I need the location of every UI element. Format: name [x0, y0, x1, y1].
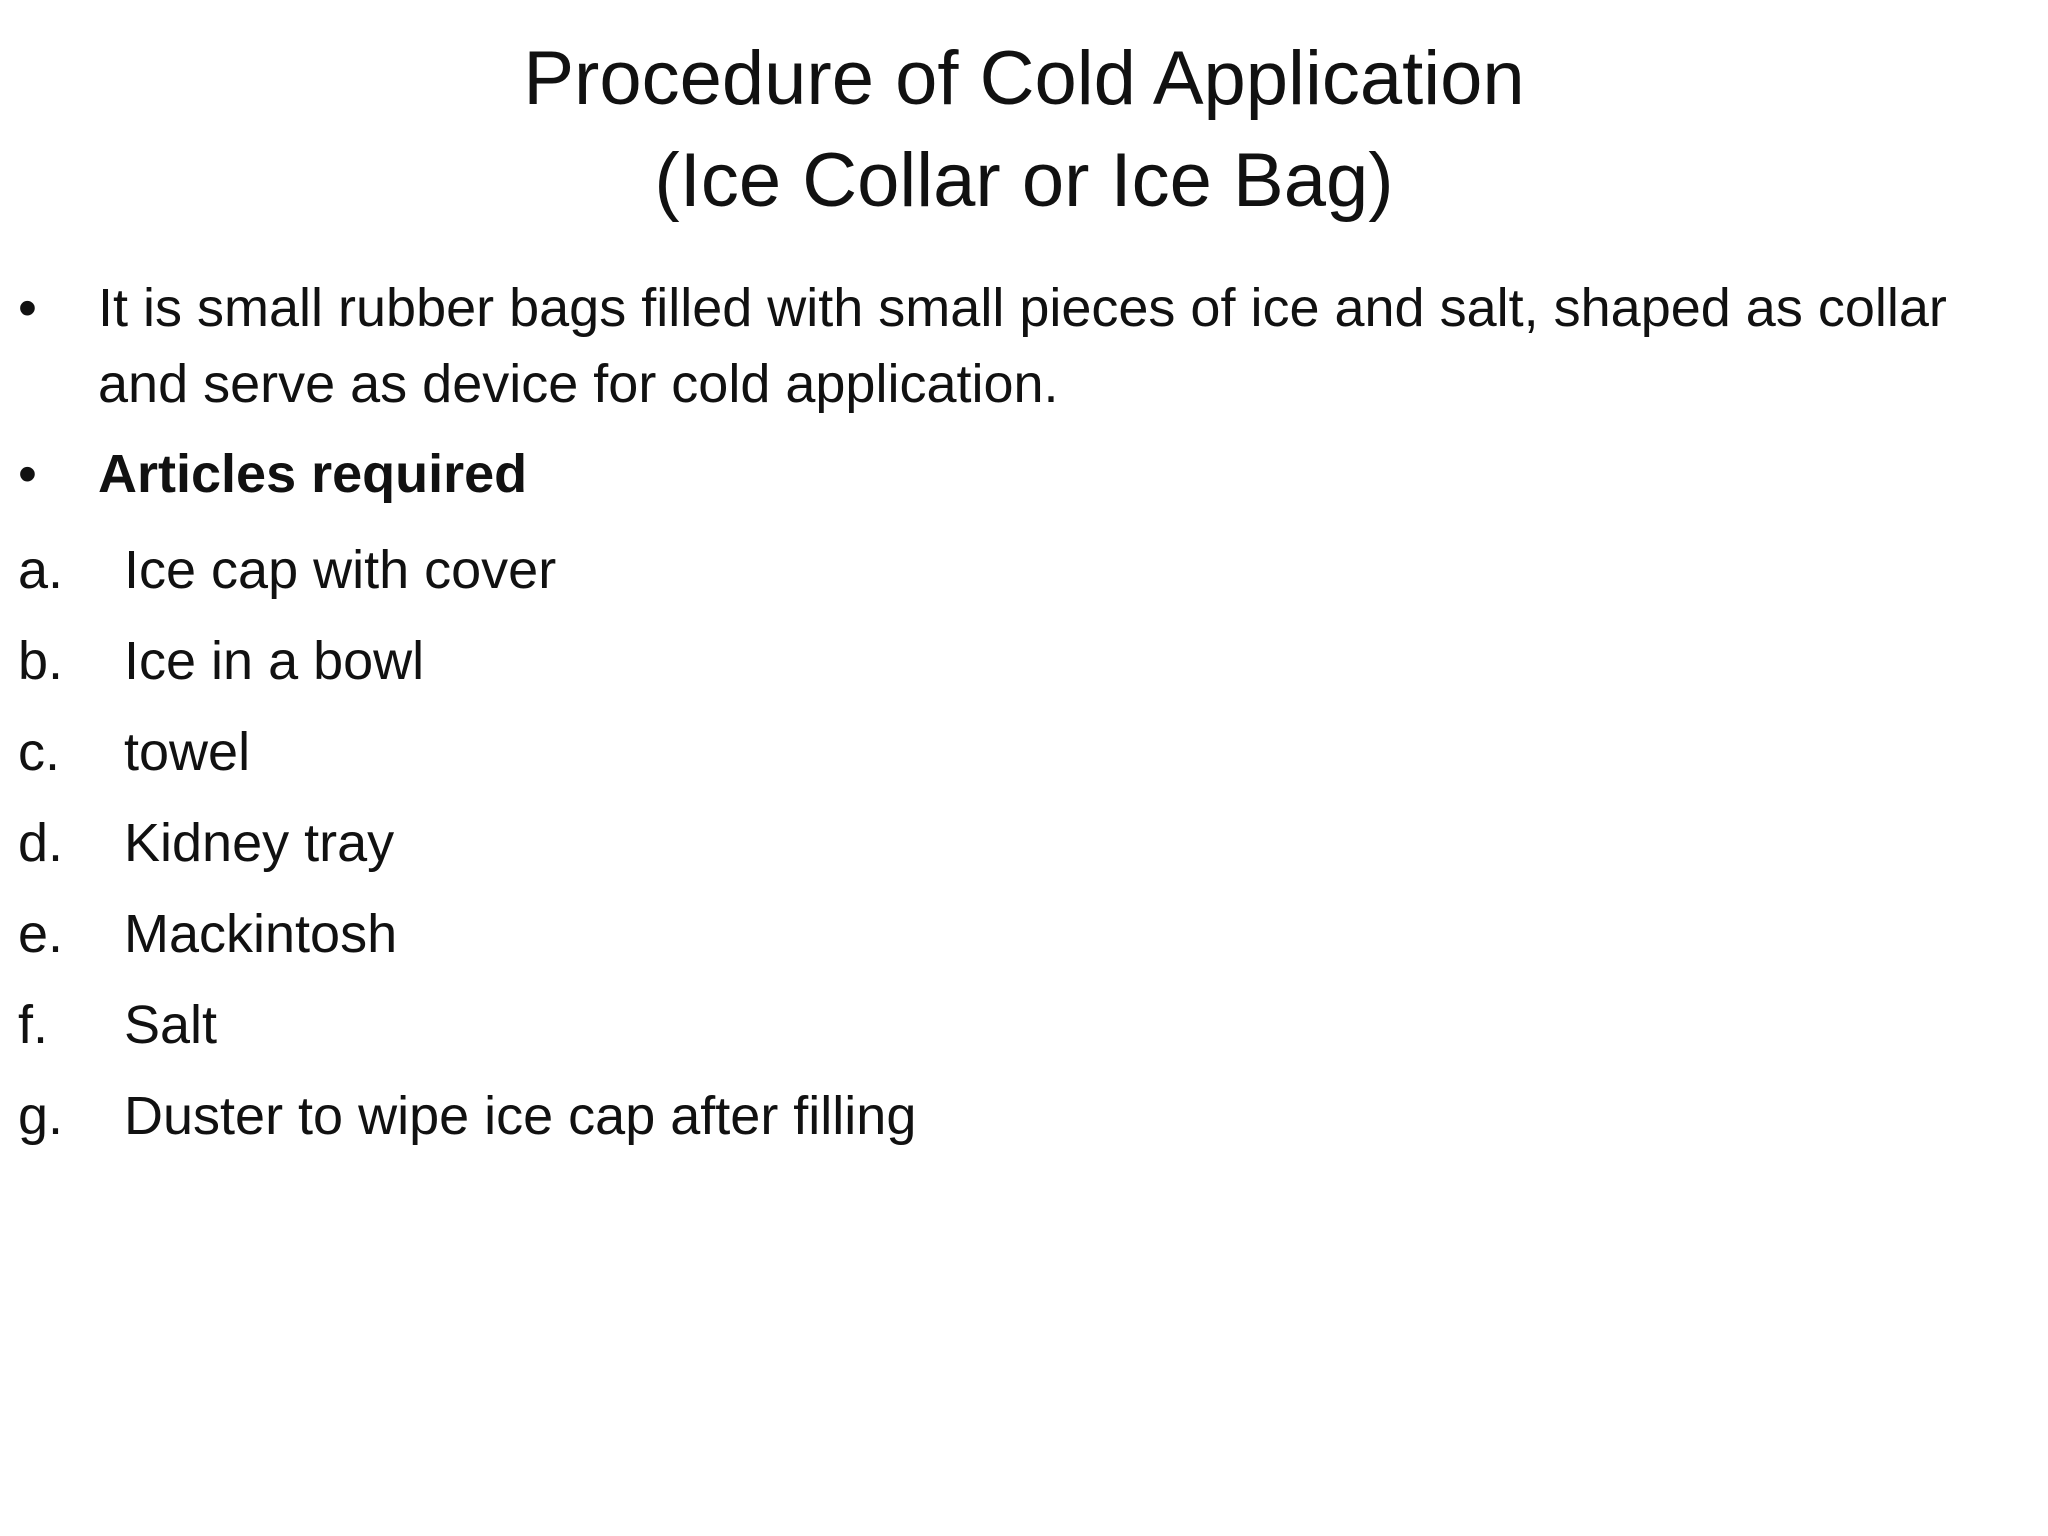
articles-list [18, 532, 2008, 1169]
list-item-text: towel [124, 722, 251, 782]
list-item [18, 623, 2008, 714]
list-marker: c. [18, 722, 61, 782]
list-item [18, 896, 2008, 987]
list-marker: d. [18, 813, 64, 873]
bullet-list [18, 270, 2008, 526]
list-item [18, 987, 2008, 1078]
description-text: It is small rubber bags filled with small pieces of ice and salt, shaped as collar and serve as device for cold application. [98, 278, 1947, 414]
list-item-text: Ice cap with cover [124, 540, 557, 600]
list-marker: f. [18, 995, 49, 1055]
list-item-text: Salt [124, 995, 218, 1055]
title-line-2: (Ice Collar or Ice Bag) [654, 138, 1394, 223]
list-item [18, 532, 2008, 623]
bullet-icon: • [18, 444, 37, 504]
articles-required-heading: Articles required [98, 444, 528, 504]
list-marker: g. [18, 1086, 64, 1146]
list-item [18, 805, 2008, 896]
list-item [18, 1078, 2008, 1169]
bullet-description [18, 270, 2008, 422]
list-item-text: Ice in a bowl [124, 631, 425, 691]
list-marker: b. [18, 631, 64, 691]
slide-title [0, 28, 2048, 232]
list-marker: e. [18, 904, 64, 964]
bullet-articles-required [18, 436, 2008, 512]
list-item-text: Duster to wipe ice cap after filling [124, 1086, 917, 1146]
bullet-icon: • [18, 278, 37, 338]
list-marker: a. [18, 540, 64, 600]
list-item-text: Kidney tray [124, 813, 395, 873]
title-line-1: Procedure of Cold Application [523, 36, 1525, 121]
list-item [18, 714, 2008, 805]
list-item-text: Mackintosh [124, 904, 398, 964]
